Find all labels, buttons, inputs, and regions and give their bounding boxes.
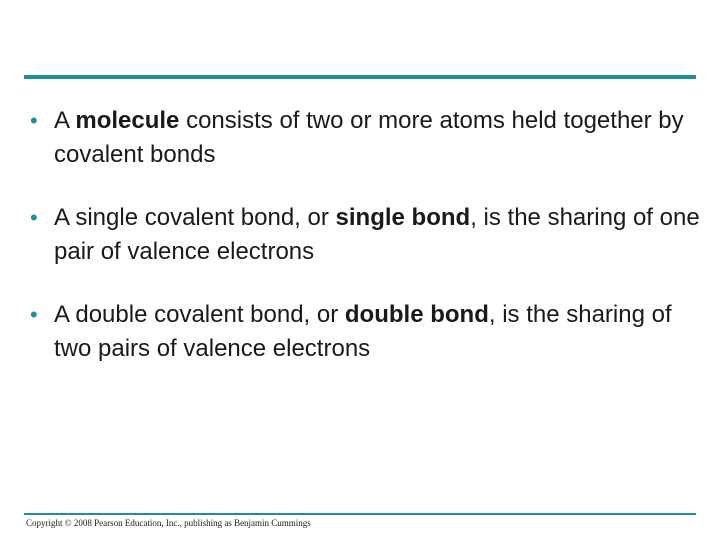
bullet-term: double bond [344,301,489,328]
bullet-term: molecule [75,107,180,134]
bullet-term: single bond [335,204,471,231]
bullet-text-before: A single covalent bond, or [54,204,336,231]
bullet-item-double-bond [30,298,700,366]
bullet-text-before: A double covalent bond, or [54,301,345,328]
bottom-divider [24,513,696,515]
top-divider [24,75,696,79]
bullet-text-after: , is the sharing of two pairs of valence electrons [54,301,672,362]
copyright-notice: Copyright © 2008 Pearson Education, Inc., publishing as Benjamin Cummings [26,518,311,528]
bullet-item-single-bond [30,201,700,269]
bullet-text-after: , is the sharing of one pair of valence electrons [54,204,700,265]
bullet-list [30,104,700,395]
bullet-point-icon: • [30,205,38,230]
bullet-text-after: consists of two or more atoms held together by covalent bonds [54,107,684,168]
bullet-point-icon: • [30,302,38,327]
bullet-text-before: A [54,107,76,134]
bullet-point-icon: • [30,108,38,133]
bullet-item-molecule [30,104,700,172]
